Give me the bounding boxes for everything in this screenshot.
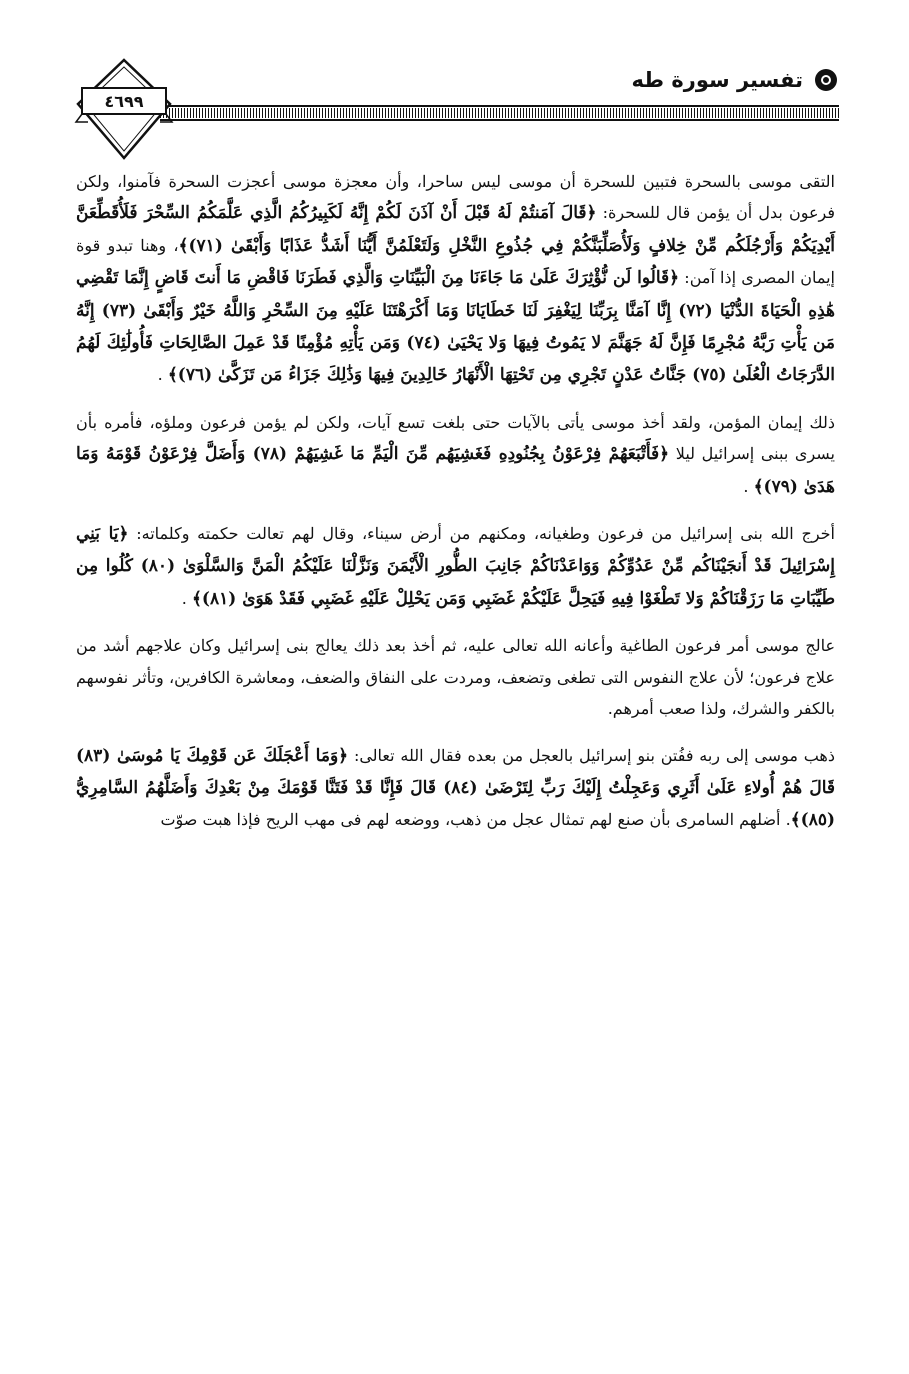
commentary-text: .: [743, 476, 754, 496]
commentary-text: ذهب موسى إلى ربه ففُتن بنو إسرائيل بالعجل من بعده فقال الله تعالى:: [348, 745, 835, 765]
commentary-text: . أضلهم السامرى بأن صنع لهم تمثال عجل من ذهب، ووضعه لهم فى مهب الريح فإذا هبت صوّت: [160, 810, 791, 830]
quran-verse: ﴿يَا بَنِي إِسْرَائِيلَ قَدْ أَنجَيْنَاكُم مِّنْ عَدُوِّكُمْ وَوَاعَدْنَاكُمْ جَانِبَ الطُّورِ الْأَيْمَنَ وَنَزَّلْنَا عَلَيْكُمُ الْمَنَّ وَالسَّلْوَىٰ (٨٠) كُلُوا مِن طَيِّبَاتِ مَا رَزَقْنَاكُمْ وَلا تَطْغَوْا فِيهِ فَيَحِلَّ عَلَيْكُمْ غَضَبِي وَمَن يَحْلِلْ عَلَيْهِ غَضَبِي فَقَدْ هَوَىٰ (٨١)﴾: [76, 524, 836, 609]
ornament-icon: [813, 67, 839, 93]
running-title-row: [632, 62, 839, 98]
quran-verse: ﴿وَمَا أَعْجَلَكَ عَن قَوْمِكَ يَا مُوسَىٰ (٨٣) قَالَ هُمْ أُولاءِ عَلَىٰ أَثَرِي وَعَجِلْتُ إِلَيْكَ رَبِّ لِتَرْضَىٰ (٨٤) قَالَ فَإِنَّا قَدْ فَتَنَّا قَوْمَكَ مِنْ بَعْدِكَ وَأَضَلَّهُمُ السَّامِرِيُّ (٨٥)﴾: [76, 745, 836, 831]
commentary-text: أخرج الله بنى إسرائيل من فرعون وطغيانه، ومكنهم من أرض سيناء، وقال لهم تعالت حكمته وكلماته:: [128, 524, 835, 544]
commentary-text: ذلك إيمان المؤمن، ولقد أخذ موسى يأتى بالآيات حتى بلغت تسع آيات، ولكن لم يؤمن فرعون وملؤه، فأمره بأن يسرى ببنى إسرائيل ليلا: [76, 412, 836, 464]
commentary-text: .: [181, 588, 192, 608]
page-number-badge: [74, 58, 174, 162]
paragraph: [76, 166, 835, 392]
commentary-text: التقى موسى بالسحرة فتبين للسحرة أن موسى ليس ساحرا، وأن معجزة موسى أعجزت السحرة فآمنوا، ولكن فرعون بدل أن يؤمن قال للسحرة:: [76, 172, 836, 223]
paragraph: [76, 407, 835, 503]
commentary-text: عالج موسى أمر فرعون الطاغية وأعانه الله تعالى عليه، ثم أخذ بعد ذلك يعالج بنى إسرائيل وكان علاجهم أشد من علاج فرعون؛ لأن علاج النفوس التى تطغى وتضعف، ومردت على النفاق والضعف، ومعاشرة الكافرين، وتأثر نفوسهم بالكفر والشرك، ولذا صعب أمرهم.: [76, 636, 835, 719]
paragraph: [76, 630, 835, 724]
quran-verse: ﴿قَالُوا لَن نُّؤْثِرَكَ عَلَىٰ مَا جَاءَنَا مِنَ الْبَيِّنَاتِ وَالَّذِي فَطَرَنَا فَاقْضِ مَا أَنتَ قَاضٍ إِنَّمَا تَقْضِي هَٰذِهِ الْحَيَاةَ الدُّنْيَا (٧٢) إِنَّا آمَنَّا بِرَبِّنَا لِيَغْفِرَ لَنَا خَطَايَانَا وَمَا أَكْرَهْتَنَا عَلَيْهِ مِنَ السِّحْرِ وَاللَّهُ خَيْرٌ وَأَبْقَىٰ (٧٣) إِنَّهُ مَن يَأْتِ رَبَّهُ مُجْرِمًا فَإِنَّ لَهُ جَهَنَّمَ لا يَمُوتُ فِيهَا وَلا يَحْيَىٰ (٧٤) وَمَن يَأْتِهِ مُؤْمِنًا قَدْ عَمِلَ الصَّالِحَاتِ فَأُولَٰئِكَ لَهُمُ الدَّرَجَاتُ الْعُلَىٰ (٧٥) جَنَّاتُ عَدْنٍ تَجْرِي مِن تَحْتِهَا الْأَنْهَارُ خَالِدِينَ فِيهَا وَذَٰلِكَ جَزَاءُ مَن تَزَكَّىٰ (٧٦)﴾: [76, 268, 835, 386]
quran-verse: ﴿فَأَتْبَعَهُمْ فِرْعَوْنُ بِجُنُودِهِ فَغَشِيَهُم مِّنَ الْيَمِّ مَا غَشِيَهُمْ (٧٨) وَأَضَلَّ فِرْعَوْنُ قَوْمَهُ وَمَا هَدَىٰ (٧٩)﴾: [76, 444, 835, 497]
paragraph: [76, 740, 835, 837]
commentary-text: .: [157, 365, 168, 385]
page-header: [70, 50, 839, 160]
paragraph: [76, 518, 835, 615]
page-number: ٤٦٩٩: [104, 92, 144, 111]
quran-verse: ﴿قَالَ آمَنتُمْ لَهُ قَبْلَ أَنْ آذَنَ لَكُمْ إِنَّهُ لَكَبِيرُكُمُ الَّذِي عَلَّمَكُمُ السِّحْرَ فَلَأُقَطِّعَنَّ أَيْدِيَكُمْ وَأَرْجُلَكُم مِّنْ خِلافٍ وَلَأُصَلِّبَنَّكُمْ فِي جُذُوعِ النَّخْلِ وَلَتَعْلَمُنَّ أَيُّنَا أَشَدُّ عَذَابًا وَأَبْقَىٰ (٧١)﴾: [76, 203, 835, 256]
running-title: تفسير سورة طه: [631, 68, 803, 92]
commentary-text: ، وهنا تبدو قوة إيمان المصرى إذا آمن:: [76, 235, 835, 288]
body-text: [76, 166, 835, 837]
header-rule: [160, 108, 839, 118]
